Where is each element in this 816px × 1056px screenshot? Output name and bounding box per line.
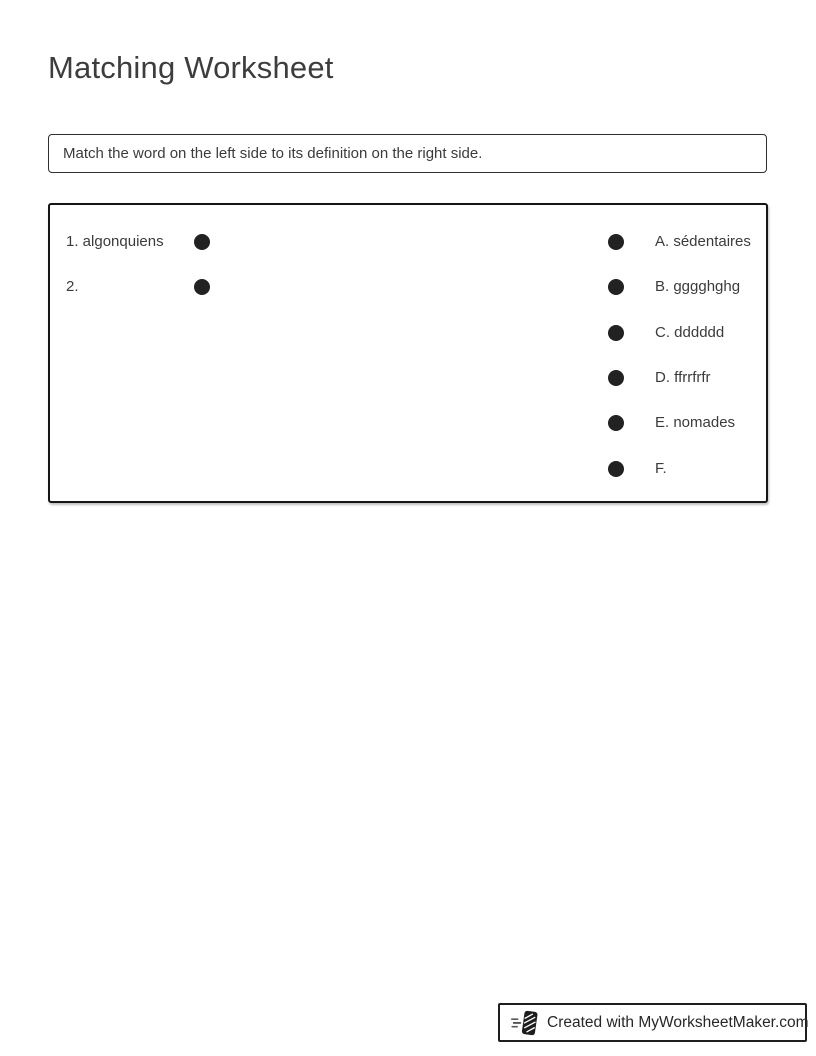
match-dot-right xyxy=(608,415,624,431)
match-dot-right xyxy=(608,370,624,386)
credit-text: Created with MyWorksheetMaker.com xyxy=(547,1013,809,1031)
left-item-label: 2. xyxy=(66,278,79,295)
right-item-label: B. gggghghg xyxy=(655,278,741,295)
match-dot-right xyxy=(608,325,624,341)
match-dot-right xyxy=(608,279,624,295)
worksheetmaker-logo-icon xyxy=(510,1008,540,1038)
left-item-label: 1. algonquiens xyxy=(66,233,164,250)
instructions-box xyxy=(48,134,767,173)
match-dot-right xyxy=(608,461,624,477)
match-dot-right xyxy=(608,234,624,250)
matching-area xyxy=(48,203,768,503)
match-dot-left xyxy=(194,234,210,250)
right-item-label: F. xyxy=(655,460,667,477)
instructions-text: Match the word on the left side to its definition on the right side. xyxy=(63,145,483,162)
right-item-label: D. ffrrfrfr xyxy=(655,369,711,386)
match-dot-left xyxy=(194,279,210,295)
page-title: Matching Worksheet xyxy=(48,50,334,85)
right-item-label: E. nomades xyxy=(655,414,736,431)
credit-badge xyxy=(498,1003,807,1042)
right-item-label: A. sédentaires xyxy=(655,233,751,250)
right-item-label: C. dddddd xyxy=(655,324,725,341)
